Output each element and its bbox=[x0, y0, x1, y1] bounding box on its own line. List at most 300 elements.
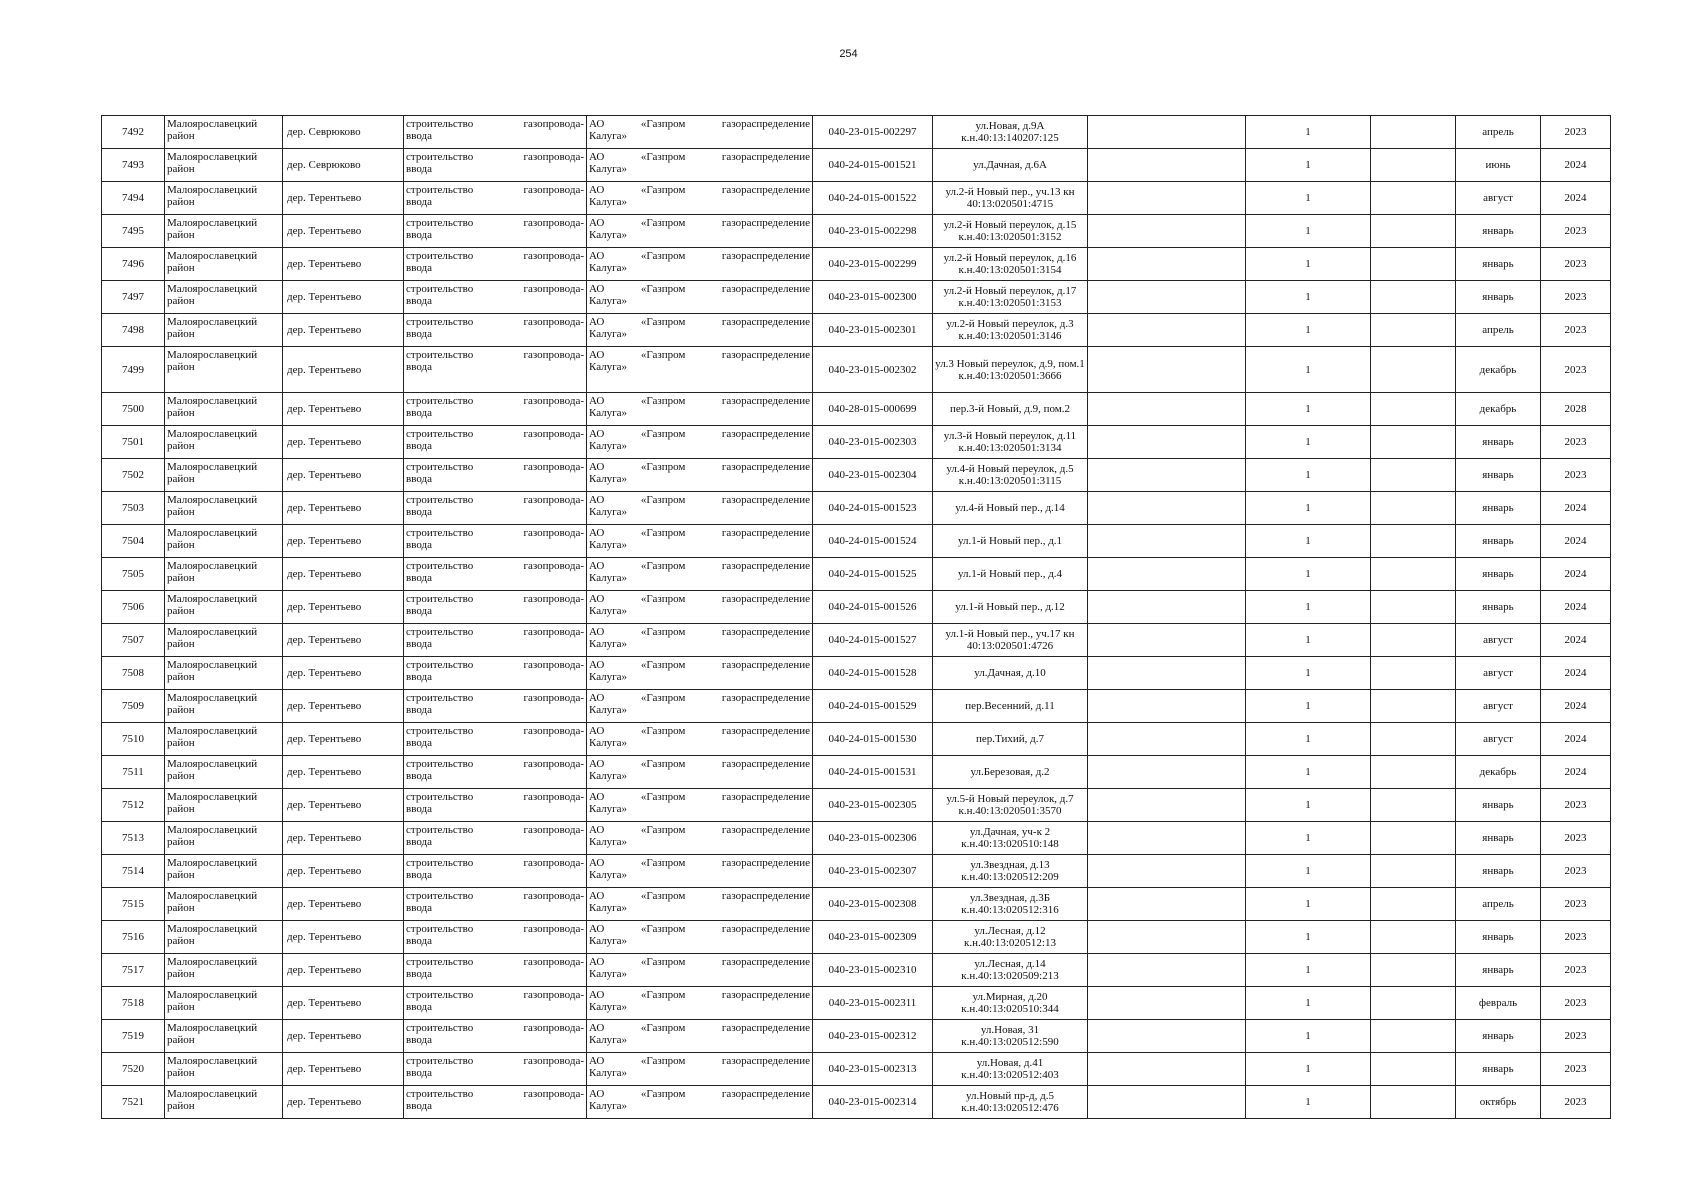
table-row bbox=[102, 149, 1611, 182]
work-type-cell-word: газопровода- bbox=[523, 527, 584, 539]
year-cell: 2024 bbox=[1541, 756, 1611, 789]
organization-cell-word: АО bbox=[589, 184, 605, 196]
locality-cell: дер. Терентьево bbox=[283, 1020, 404, 1053]
address-cell: ул.2-й Новый переулок, д.16 к.н.40:13:020501:3154 bbox=[933, 248, 1088, 281]
month-cell: январь bbox=[1456, 281, 1541, 314]
work-type-cell-word: ввода bbox=[406, 1034, 432, 1046]
locality-cell: дер. Терентьево bbox=[283, 1086, 404, 1119]
quantity-cell: 1 bbox=[1246, 281, 1371, 314]
organization-cell bbox=[587, 987, 813, 1020]
empty-cell bbox=[1088, 888, 1246, 921]
work-type-cell bbox=[404, 492, 587, 525]
work-type-cell-word: ввода bbox=[406, 1100, 432, 1112]
organization-cell-word: АО bbox=[589, 659, 605, 671]
empty-cell bbox=[1088, 182, 1246, 215]
empty-cell bbox=[1088, 347, 1246, 393]
month-cell: август bbox=[1456, 657, 1541, 690]
address-cell: ул.1-й Новый пер., уч.17 кн 40:13:020501:4726 bbox=[933, 624, 1088, 657]
row-number: 7518 bbox=[102, 987, 165, 1020]
register-body bbox=[102, 116, 1611, 1119]
work-type-cell-word: ввода bbox=[406, 935, 432, 947]
month-cell: январь bbox=[1456, 459, 1541, 492]
organization-cell-word: Калуга» bbox=[589, 473, 628, 485]
work-type-cell-word: ввода bbox=[406, 229, 432, 241]
work-type-cell-word: строительство bbox=[406, 758, 474, 770]
work-type-cell-word: строительство bbox=[406, 692, 474, 704]
address-cell: ул.Новая, 31 к.н.40:13:020512:590 bbox=[933, 1020, 1088, 1053]
organization-cell-word: «Газпром bbox=[640, 283, 686, 295]
address-cell: ул.3 Новый переулок, д.9, пом.1 к.н.40:13:020501:3666 bbox=[933, 347, 1088, 393]
organization-cell-word: Калуга» bbox=[589, 407, 628, 419]
quantity-cell: 1 bbox=[1246, 347, 1371, 393]
year-cell: 2023 bbox=[1541, 1020, 1611, 1053]
address-cell: ул.Дачная, д.6А bbox=[933, 149, 1088, 182]
month-cell: январь bbox=[1456, 525, 1541, 558]
work-type-cell-word: газопровода- bbox=[523, 151, 584, 163]
row-number: 7517 bbox=[102, 954, 165, 987]
year-cell: 2023 bbox=[1541, 1086, 1611, 1119]
district-cell: Малоярославецкий район bbox=[165, 492, 283, 525]
month-cell: январь bbox=[1456, 1020, 1541, 1053]
empty-cell bbox=[1371, 657, 1456, 690]
quantity-cell: 1 bbox=[1246, 314, 1371, 347]
organization-cell-word: АО bbox=[589, 349, 605, 361]
organization-cell-word: АО bbox=[589, 890, 605, 902]
empty-cell bbox=[1088, 1053, 1246, 1086]
work-type-cell-word: строительство bbox=[406, 349, 474, 361]
month-cell: август bbox=[1456, 690, 1541, 723]
district-cell: Малоярославецкий район bbox=[165, 558, 283, 591]
locality-cell: дер. Терентьево bbox=[283, 789, 404, 822]
work-type-cell-word: ввода bbox=[406, 262, 432, 274]
work-type-cell bbox=[404, 393, 587, 426]
locality-cell: дер. Терентьево bbox=[283, 459, 404, 492]
empty-cell bbox=[1088, 116, 1246, 149]
address-cell: ул.5-й Новый переулок, д.7 к.н.40:13:020501:3570 bbox=[933, 789, 1088, 822]
organization-cell bbox=[587, 426, 813, 459]
organization-cell-word: Калуга» bbox=[589, 572, 628, 584]
work-type-cell-word: строительство bbox=[406, 151, 474, 163]
table-row bbox=[102, 248, 1611, 281]
district-cell: Малоярославецкий район bbox=[165, 215, 283, 248]
organization-cell bbox=[587, 1020, 813, 1053]
empty-cell bbox=[1371, 281, 1456, 314]
month-cell: январь bbox=[1456, 426, 1541, 459]
organization-cell-word: газораспределение bbox=[721, 890, 810, 902]
work-type-cell-word: ввода bbox=[406, 196, 432, 208]
month-cell: февраль bbox=[1456, 987, 1541, 1020]
quantity-cell: 1 bbox=[1246, 1020, 1371, 1053]
locality-cell: дер. Терентьево bbox=[283, 855, 404, 888]
object-code-cell: 040-24-015-001530 bbox=[813, 723, 933, 756]
work-type-cell-word: газопровода- bbox=[523, 857, 584, 869]
locality-cell: дер. Терентьево bbox=[283, 756, 404, 789]
month-cell: январь bbox=[1456, 789, 1541, 822]
organization-cell bbox=[587, 314, 813, 347]
work-type-cell-word: газопровода- bbox=[523, 283, 584, 295]
empty-cell bbox=[1371, 624, 1456, 657]
month-cell: январь bbox=[1456, 1053, 1541, 1086]
work-type-cell-word: строительство bbox=[406, 725, 474, 737]
month-cell: декабрь bbox=[1456, 347, 1541, 393]
work-type-cell bbox=[404, 987, 587, 1020]
year-cell: 2023 bbox=[1541, 789, 1611, 822]
table-row bbox=[102, 756, 1611, 789]
locality-cell: дер. Терентьево bbox=[283, 182, 404, 215]
locality-cell: дер. Терентьево bbox=[283, 248, 404, 281]
empty-cell bbox=[1371, 215, 1456, 248]
month-cell: апрель bbox=[1456, 314, 1541, 347]
work-type-cell-word: газопровода- bbox=[523, 989, 584, 1001]
empty-cell bbox=[1088, 525, 1246, 558]
quantity-cell: 1 bbox=[1246, 921, 1371, 954]
empty-cell bbox=[1371, 756, 1456, 789]
row-number: 7493 bbox=[102, 149, 165, 182]
work-type-cell-word: газопровода- bbox=[523, 626, 584, 638]
work-type-cell-word: строительство bbox=[406, 118, 474, 130]
organization-cell-word: АО bbox=[589, 923, 605, 935]
organization-cell bbox=[587, 525, 813, 558]
locality-cell: дер. Терентьево bbox=[283, 558, 404, 591]
empty-cell bbox=[1088, 459, 1246, 492]
quantity-cell: 1 bbox=[1246, 855, 1371, 888]
address-cell: ул.2-й Новый переулок, д.17 к.н.40:13:020501:3153 bbox=[933, 281, 1088, 314]
row-number: 7498 bbox=[102, 314, 165, 347]
empty-cell bbox=[1371, 558, 1456, 591]
work-type-cell bbox=[404, 789, 587, 822]
work-type-cell-word: ввода bbox=[406, 539, 432, 551]
table-row bbox=[102, 1086, 1611, 1119]
object-code-cell: 040-23-015-002307 bbox=[813, 855, 933, 888]
quantity-cell: 1 bbox=[1246, 116, 1371, 149]
organization-cell-word: АО bbox=[589, 527, 605, 539]
work-type-cell-word: газопровода- bbox=[523, 659, 584, 671]
quantity-cell: 1 bbox=[1246, 149, 1371, 182]
quantity-cell: 1 bbox=[1246, 690, 1371, 723]
year-cell: 2023 bbox=[1541, 426, 1611, 459]
address-cell: ул.2-й Новый пер., уч.13 кн 40:13:020501:4715 bbox=[933, 182, 1088, 215]
table-row bbox=[102, 921, 1611, 954]
row-number: 7496 bbox=[102, 248, 165, 281]
organization-cell-word: АО bbox=[589, 283, 605, 295]
address-cell: ул.Звездная, д.3Б к.н.40:13:020512:316 bbox=[933, 888, 1088, 921]
work-type-cell-word: ввода bbox=[406, 572, 432, 584]
work-type-cell-word: строительство bbox=[406, 593, 474, 605]
row-number: 7508 bbox=[102, 657, 165, 690]
organization-cell-word: «Газпром bbox=[640, 989, 686, 1001]
address-cell: ул.Березовая, д.2 bbox=[933, 756, 1088, 789]
organization-cell-word: «Газпром bbox=[640, 626, 686, 638]
quantity-cell: 1 bbox=[1246, 822, 1371, 855]
empty-cell bbox=[1371, 314, 1456, 347]
work-type-cell-word: газопровода- bbox=[523, 250, 584, 262]
table-row bbox=[102, 182, 1611, 215]
quantity-cell: 1 bbox=[1246, 393, 1371, 426]
row-number: 7516 bbox=[102, 921, 165, 954]
row-number: 7507 bbox=[102, 624, 165, 657]
work-type-cell-word: строительство bbox=[406, 923, 474, 935]
locality-cell: дер. Севрюково bbox=[283, 149, 404, 182]
object-code-cell: 040-23-015-002314 bbox=[813, 1086, 933, 1119]
object-code-cell: 040-24-015-001531 bbox=[813, 756, 933, 789]
organization-cell-word: газораспределение bbox=[721, 593, 810, 605]
empty-cell bbox=[1371, 426, 1456, 459]
table-row bbox=[102, 116, 1611, 149]
row-number: 7495 bbox=[102, 215, 165, 248]
object-code-cell: 040-23-015-002311 bbox=[813, 987, 933, 1020]
year-cell: 2024 bbox=[1541, 690, 1611, 723]
organization-cell bbox=[587, 657, 813, 690]
organization-cell-word: газораспределение bbox=[721, 1055, 810, 1067]
organization-cell bbox=[587, 822, 813, 855]
organization-cell-word: Калуга» bbox=[589, 836, 628, 848]
organization-cell-word: АО bbox=[589, 725, 605, 737]
address-cell: пер.Весенний, д.11 bbox=[933, 690, 1088, 723]
work-type-cell bbox=[404, 1053, 587, 1086]
organization-cell-word: Калуга» bbox=[589, 196, 628, 208]
quantity-cell: 1 bbox=[1246, 1086, 1371, 1119]
table-row bbox=[102, 1020, 1611, 1053]
month-cell: январь bbox=[1456, 591, 1541, 624]
table-row bbox=[102, 624, 1611, 657]
organization-cell-word: «Газпром bbox=[640, 1088, 686, 1100]
empty-cell bbox=[1088, 954, 1246, 987]
organization-cell-word: «Газпром bbox=[640, 824, 686, 836]
empty-cell bbox=[1088, 822, 1246, 855]
work-type-cell-word: газопровода- bbox=[523, 560, 584, 572]
district-cell: Малоярославецкий район bbox=[165, 314, 283, 347]
quantity-cell: 1 bbox=[1246, 756, 1371, 789]
address-cell: пер.Тихий, д.7 bbox=[933, 723, 1088, 756]
page-number: 254 bbox=[839, 48, 858, 60]
organization-cell-word: АО bbox=[589, 593, 605, 605]
work-type-cell bbox=[404, 149, 587, 182]
year-cell: 2024 bbox=[1541, 624, 1611, 657]
locality-cell: дер. Терентьево bbox=[283, 347, 404, 393]
district-cell: Малоярославецкий район bbox=[165, 248, 283, 281]
month-cell: январь bbox=[1456, 855, 1541, 888]
month-cell: декабрь bbox=[1456, 393, 1541, 426]
work-type-cell bbox=[404, 723, 587, 756]
organization-cell bbox=[587, 248, 813, 281]
organization-cell-word: Калуга» bbox=[589, 671, 628, 683]
work-type-cell-word: ввода bbox=[406, 361, 432, 373]
address-cell: ул.Дачная, д.10 bbox=[933, 657, 1088, 690]
register-table bbox=[101, 115, 1611, 1119]
table-row bbox=[102, 789, 1611, 822]
organization-cell-word: АО bbox=[589, 758, 605, 770]
district-cell: Малоярославецкий район bbox=[165, 756, 283, 789]
object-code-cell: 040-24-015-001528 bbox=[813, 657, 933, 690]
organization-cell-word: «Газпром bbox=[640, 593, 686, 605]
work-type-cell bbox=[404, 591, 587, 624]
work-type-cell-word: ввода bbox=[406, 295, 432, 307]
work-type-cell-word: ввода bbox=[406, 605, 432, 617]
empty-cell bbox=[1088, 1086, 1246, 1119]
work-type-cell-word: газопровода- bbox=[523, 217, 584, 229]
empty-cell bbox=[1088, 426, 1246, 459]
quantity-cell: 1 bbox=[1246, 624, 1371, 657]
address-cell: ул.4-й Новый переулок, д.5 к.н.40:13:020501:3115 bbox=[933, 459, 1088, 492]
work-type-cell-word: газопровода- bbox=[523, 494, 584, 506]
empty-cell bbox=[1371, 954, 1456, 987]
year-cell: 2023 bbox=[1541, 855, 1611, 888]
table-row bbox=[102, 1053, 1611, 1086]
year-cell: 2023 bbox=[1541, 1053, 1611, 1086]
work-type-cell-word: строительство bbox=[406, 1055, 474, 1067]
work-type-cell bbox=[404, 116, 587, 149]
row-number: 7506 bbox=[102, 591, 165, 624]
organization-cell bbox=[587, 789, 813, 822]
table-row bbox=[102, 459, 1611, 492]
organization-cell-word: газораспределение bbox=[721, 316, 810, 328]
work-type-cell bbox=[404, 558, 587, 591]
organization-cell bbox=[587, 1086, 813, 1119]
work-type-cell-word: строительство bbox=[406, 184, 474, 196]
organization-cell-word: «Газпром bbox=[640, 151, 686, 163]
organization-cell-word: газораспределение bbox=[721, 1088, 810, 1100]
table-row bbox=[102, 888, 1611, 921]
work-type-cell-word: строительство bbox=[406, 659, 474, 671]
organization-cell bbox=[587, 347, 813, 393]
empty-cell bbox=[1088, 789, 1246, 822]
work-type-cell-word: ввода bbox=[406, 737, 432, 749]
table-row bbox=[102, 591, 1611, 624]
address-cell: ул.3-й Новый переулок, д.11 к.н.40:13:020501:3134 bbox=[933, 426, 1088, 459]
organization-cell-word: газораспределение bbox=[721, 395, 810, 407]
empty-cell bbox=[1088, 657, 1246, 690]
table-row bbox=[102, 525, 1611, 558]
month-cell: август bbox=[1456, 624, 1541, 657]
year-cell: 2024 bbox=[1541, 149, 1611, 182]
work-type-cell-word: ввода bbox=[406, 638, 432, 650]
quantity-cell: 1 bbox=[1246, 182, 1371, 215]
organization-cell-word: Калуга» bbox=[589, 163, 628, 175]
organization-cell-word: АО bbox=[589, 395, 605, 407]
empty-cell bbox=[1088, 281, 1246, 314]
district-cell: Малоярославецкий район bbox=[165, 459, 283, 492]
organization-cell bbox=[587, 459, 813, 492]
month-cell: апрель bbox=[1456, 116, 1541, 149]
work-type-cell-word: газопровода- bbox=[523, 316, 584, 328]
locality-cell: дер. Терентьево bbox=[283, 281, 404, 314]
month-cell: январь bbox=[1456, 492, 1541, 525]
organization-cell-word: Калуга» bbox=[589, 638, 628, 650]
work-type-cell-word: строительство bbox=[406, 428, 474, 440]
address-cell: ул.1-й Новый пер., д.1 bbox=[933, 525, 1088, 558]
organization-cell-word: «Газпром bbox=[640, 791, 686, 803]
district-cell: Малоярославецкий район bbox=[165, 591, 283, 624]
work-type-cell bbox=[404, 525, 587, 558]
district-cell: Малоярославецкий район bbox=[165, 1086, 283, 1119]
year-cell: 2024 bbox=[1541, 657, 1611, 690]
work-type-cell-word: ввода bbox=[406, 770, 432, 782]
organization-cell bbox=[587, 855, 813, 888]
work-type-cell-word: строительство bbox=[406, 560, 474, 572]
district-cell: Малоярославецкий район bbox=[165, 116, 283, 149]
organization-cell-word: Калуга» bbox=[589, 968, 628, 980]
district-cell: Малоярославецкий район bbox=[165, 888, 283, 921]
work-type-cell-word: строительство bbox=[406, 316, 474, 328]
organization-cell-word: АО bbox=[589, 791, 605, 803]
work-type-cell bbox=[404, 347, 587, 393]
organization-cell-word: Калуга» bbox=[589, 229, 628, 241]
organization-cell bbox=[587, 954, 813, 987]
organization-cell-word: «Газпром bbox=[640, 560, 686, 572]
work-type-cell-word: строительство bbox=[406, 956, 474, 968]
work-type-cell-word: газопровода- bbox=[523, 1088, 584, 1100]
locality-cell: дер. Севрюково bbox=[283, 116, 404, 149]
year-cell: 2023 bbox=[1541, 954, 1611, 987]
work-type-cell bbox=[404, 426, 587, 459]
work-type-cell bbox=[404, 215, 587, 248]
organization-cell-word: Калуга» bbox=[589, 935, 628, 947]
empty-cell bbox=[1088, 215, 1246, 248]
work-type-cell bbox=[404, 822, 587, 855]
quantity-cell: 1 bbox=[1246, 789, 1371, 822]
object-code-cell: 040-23-015-002297 bbox=[813, 116, 933, 149]
organization-cell-word: Калуга» bbox=[589, 262, 628, 274]
row-number: 7503 bbox=[102, 492, 165, 525]
object-code-cell: 040-24-015-001529 bbox=[813, 690, 933, 723]
organization-cell-word: АО bbox=[589, 461, 605, 473]
organization-cell-word: Калуга» bbox=[589, 902, 628, 914]
organization-cell-word: «Газпром bbox=[640, 890, 686, 902]
year-cell: 2028 bbox=[1541, 393, 1611, 426]
object-code-cell: 040-24-015-001522 bbox=[813, 182, 933, 215]
work-type-cell-word: строительство bbox=[406, 791, 474, 803]
organization-cell-word: газораспределение bbox=[721, 725, 810, 737]
year-cell: 2023 bbox=[1541, 459, 1611, 492]
row-number: 7500 bbox=[102, 393, 165, 426]
organization-cell-word: Калуга» bbox=[589, 130, 628, 142]
object-code-cell: 040-23-015-002304 bbox=[813, 459, 933, 492]
organization-cell bbox=[587, 215, 813, 248]
empty-cell bbox=[1088, 723, 1246, 756]
organization-cell-word: газораспределение bbox=[721, 118, 810, 130]
organization-cell bbox=[587, 558, 813, 591]
locality-cell: дер. Терентьево bbox=[283, 921, 404, 954]
month-cell: июнь bbox=[1456, 149, 1541, 182]
organization-cell-word: Калуга» bbox=[589, 539, 628, 551]
organization-cell-word: АО bbox=[589, 151, 605, 163]
empty-cell bbox=[1371, 591, 1456, 624]
work-type-cell-word: строительство bbox=[406, 250, 474, 262]
work-type-cell-word: ввода bbox=[406, 902, 432, 914]
district-cell: Малоярославецкий район bbox=[165, 954, 283, 987]
table-row bbox=[102, 393, 1611, 426]
organization-cell-word: АО bbox=[589, 250, 605, 262]
organization-cell-word: «Газпром bbox=[640, 461, 686, 473]
work-type-cell-word: строительство bbox=[406, 989, 474, 1001]
table-row bbox=[102, 426, 1611, 459]
empty-cell bbox=[1371, 459, 1456, 492]
work-type-cell-word: ввода bbox=[406, 803, 432, 815]
quantity-cell: 1 bbox=[1246, 723, 1371, 756]
work-type-cell-word: газопровода- bbox=[523, 923, 584, 935]
organization-cell-word: АО bbox=[589, 692, 605, 704]
row-number: 7515 bbox=[102, 888, 165, 921]
work-type-cell-word: газопровода- bbox=[523, 1055, 584, 1067]
row-number: 7499 bbox=[102, 347, 165, 393]
organization-cell bbox=[587, 182, 813, 215]
table-row bbox=[102, 822, 1611, 855]
work-type-cell-word: строительство bbox=[406, 890, 474, 902]
organization-cell-word: АО bbox=[589, 626, 605, 638]
organization-cell-word: газораспределение bbox=[721, 527, 810, 539]
district-cell: Малоярославецкий район bbox=[165, 921, 283, 954]
work-type-cell-word: газопровода- bbox=[523, 184, 584, 196]
